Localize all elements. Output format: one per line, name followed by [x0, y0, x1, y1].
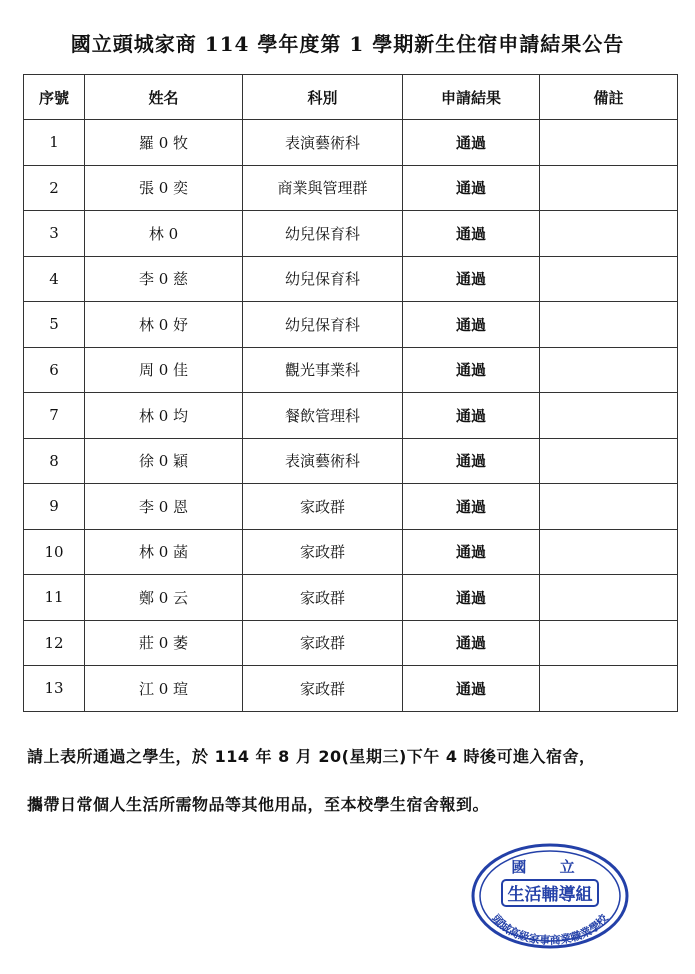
table-row: [24, 575, 678, 621]
notice-line-1: 請上表所通過之學生，於 114 年 8 月 20(星期三)下午 4 時後可進入宿舍，: [27, 747, 596, 766]
cell-name: 張 0 奕: [85, 165, 243, 211]
cell-no: 9: [24, 484, 85, 530]
cell-note: [540, 165, 678, 211]
table-row: [24, 211, 678, 257]
seal-center-text: 生活輔導組: [507, 885, 593, 905]
cell-result: 通過: [403, 393, 540, 439]
cell-note: [540, 484, 678, 530]
cell-dept: 觀光事業科: [243, 347, 403, 393]
table-row: [24, 393, 678, 439]
table-row: [24, 666, 678, 712]
header-note: 備註: [540, 75, 678, 120]
page-title: 國立頭城家商 114 學年度第 1 學期新生住宿申請結果公告: [70, 32, 625, 56]
header-no: 序號: [24, 75, 85, 120]
cell-dept: 幼兒保育科: [243, 256, 403, 302]
cell-result: 通過: [403, 484, 540, 530]
cell-note: [540, 211, 678, 257]
table-row: [24, 256, 678, 302]
table-row: [24, 484, 678, 530]
cell-note: [540, 529, 678, 575]
cell-name: 李 0 慈: [85, 256, 243, 302]
cell-dept: 幼兒保育科: [243, 211, 403, 257]
cell-result: 通過: [403, 165, 540, 211]
cell-dept: 幼兒保育科: [243, 302, 403, 348]
cell-note: [540, 256, 678, 302]
cell-result: 通過: [403, 302, 540, 348]
table-row: [24, 529, 678, 575]
table-row: [24, 120, 678, 166]
cell-dept: 表演藝術科: [243, 438, 403, 484]
cell-name: 林 0 妤: [85, 302, 243, 348]
cell-dept: 表演藝術科: [243, 120, 403, 166]
cell-result: 通過: [403, 347, 540, 393]
header-name: 姓名: [85, 75, 243, 120]
cell-note: [540, 620, 678, 666]
cell-name: 林 0 菡: [85, 529, 243, 575]
cell-name: 周 0 佳: [85, 347, 243, 393]
cell-no: 6: [24, 347, 85, 393]
cell-dept: 家政群: [243, 529, 403, 575]
cell-no: 11: [24, 575, 85, 621]
cell-name: 林 0: [85, 211, 243, 257]
table-row: [24, 347, 678, 393]
cell-note: [540, 438, 678, 484]
cell-name: 莊 0 萎: [85, 620, 243, 666]
cell-no: 12: [24, 620, 85, 666]
cell-note: [540, 302, 678, 348]
cell-no: 8: [24, 438, 85, 484]
seal-bottom-text: 頭城高級家事商業職業學校: [489, 912, 611, 948]
cell-dept: 家政群: [243, 575, 403, 621]
cell-name: 江 0 瑄: [85, 666, 243, 712]
cell-dept: 家政群: [243, 666, 403, 712]
cell-no: 10: [24, 529, 85, 575]
table-row: [24, 302, 678, 348]
cell-name: 李 0 恩: [85, 484, 243, 530]
cell-result: 通過: [403, 211, 540, 257]
cell-note: [540, 575, 678, 621]
table-row: [24, 165, 678, 211]
table-header-row: [24, 75, 678, 120]
table-row: [24, 438, 678, 484]
cell-dept: 餐飲管理科: [243, 393, 403, 439]
cell-name: 羅 0 牧: [85, 120, 243, 166]
cell-no: 3: [24, 211, 85, 257]
cell-note: [540, 120, 678, 166]
header-result: 申請結果: [403, 75, 540, 120]
cell-no: 5: [24, 302, 85, 348]
cell-result: 通過: [403, 438, 540, 484]
cell-result: 通過: [403, 120, 540, 166]
cell-no: 2: [24, 165, 85, 211]
cell-dept: 家政群: [243, 484, 403, 530]
cell-no: 4: [24, 256, 85, 302]
seal-top-text: 國 立: [511, 858, 589, 876]
cell-dept: 家政群: [243, 620, 403, 666]
cell-no: 13: [24, 666, 85, 712]
cell-name: 鄭 0 云: [85, 575, 243, 621]
header-dept: 科別: [243, 75, 403, 120]
cell-name: 徐 0 穎: [85, 438, 243, 484]
cell-dept: 商業與管理群: [243, 165, 403, 211]
cell-result: 通過: [403, 575, 540, 621]
table-row: [24, 620, 678, 666]
cell-result: 通過: [403, 666, 540, 712]
cell-no: 1: [24, 120, 85, 166]
notice-line-2: 攜帶日常個人生活所需物品等其他用品，至本校學生宿舍報到。: [27, 795, 490, 814]
cell-note: [540, 393, 678, 439]
cell-no: 7: [24, 393, 85, 439]
cell-result: 通過: [403, 529, 540, 575]
cell-note: [540, 347, 678, 393]
results-table: [23, 74, 678, 712]
office-seal: [470, 842, 630, 950]
cell-result: 通過: [403, 620, 540, 666]
cell-note: [540, 666, 678, 712]
cell-result: 通過: [403, 256, 540, 302]
cell-name: 林 0 均: [85, 393, 243, 439]
